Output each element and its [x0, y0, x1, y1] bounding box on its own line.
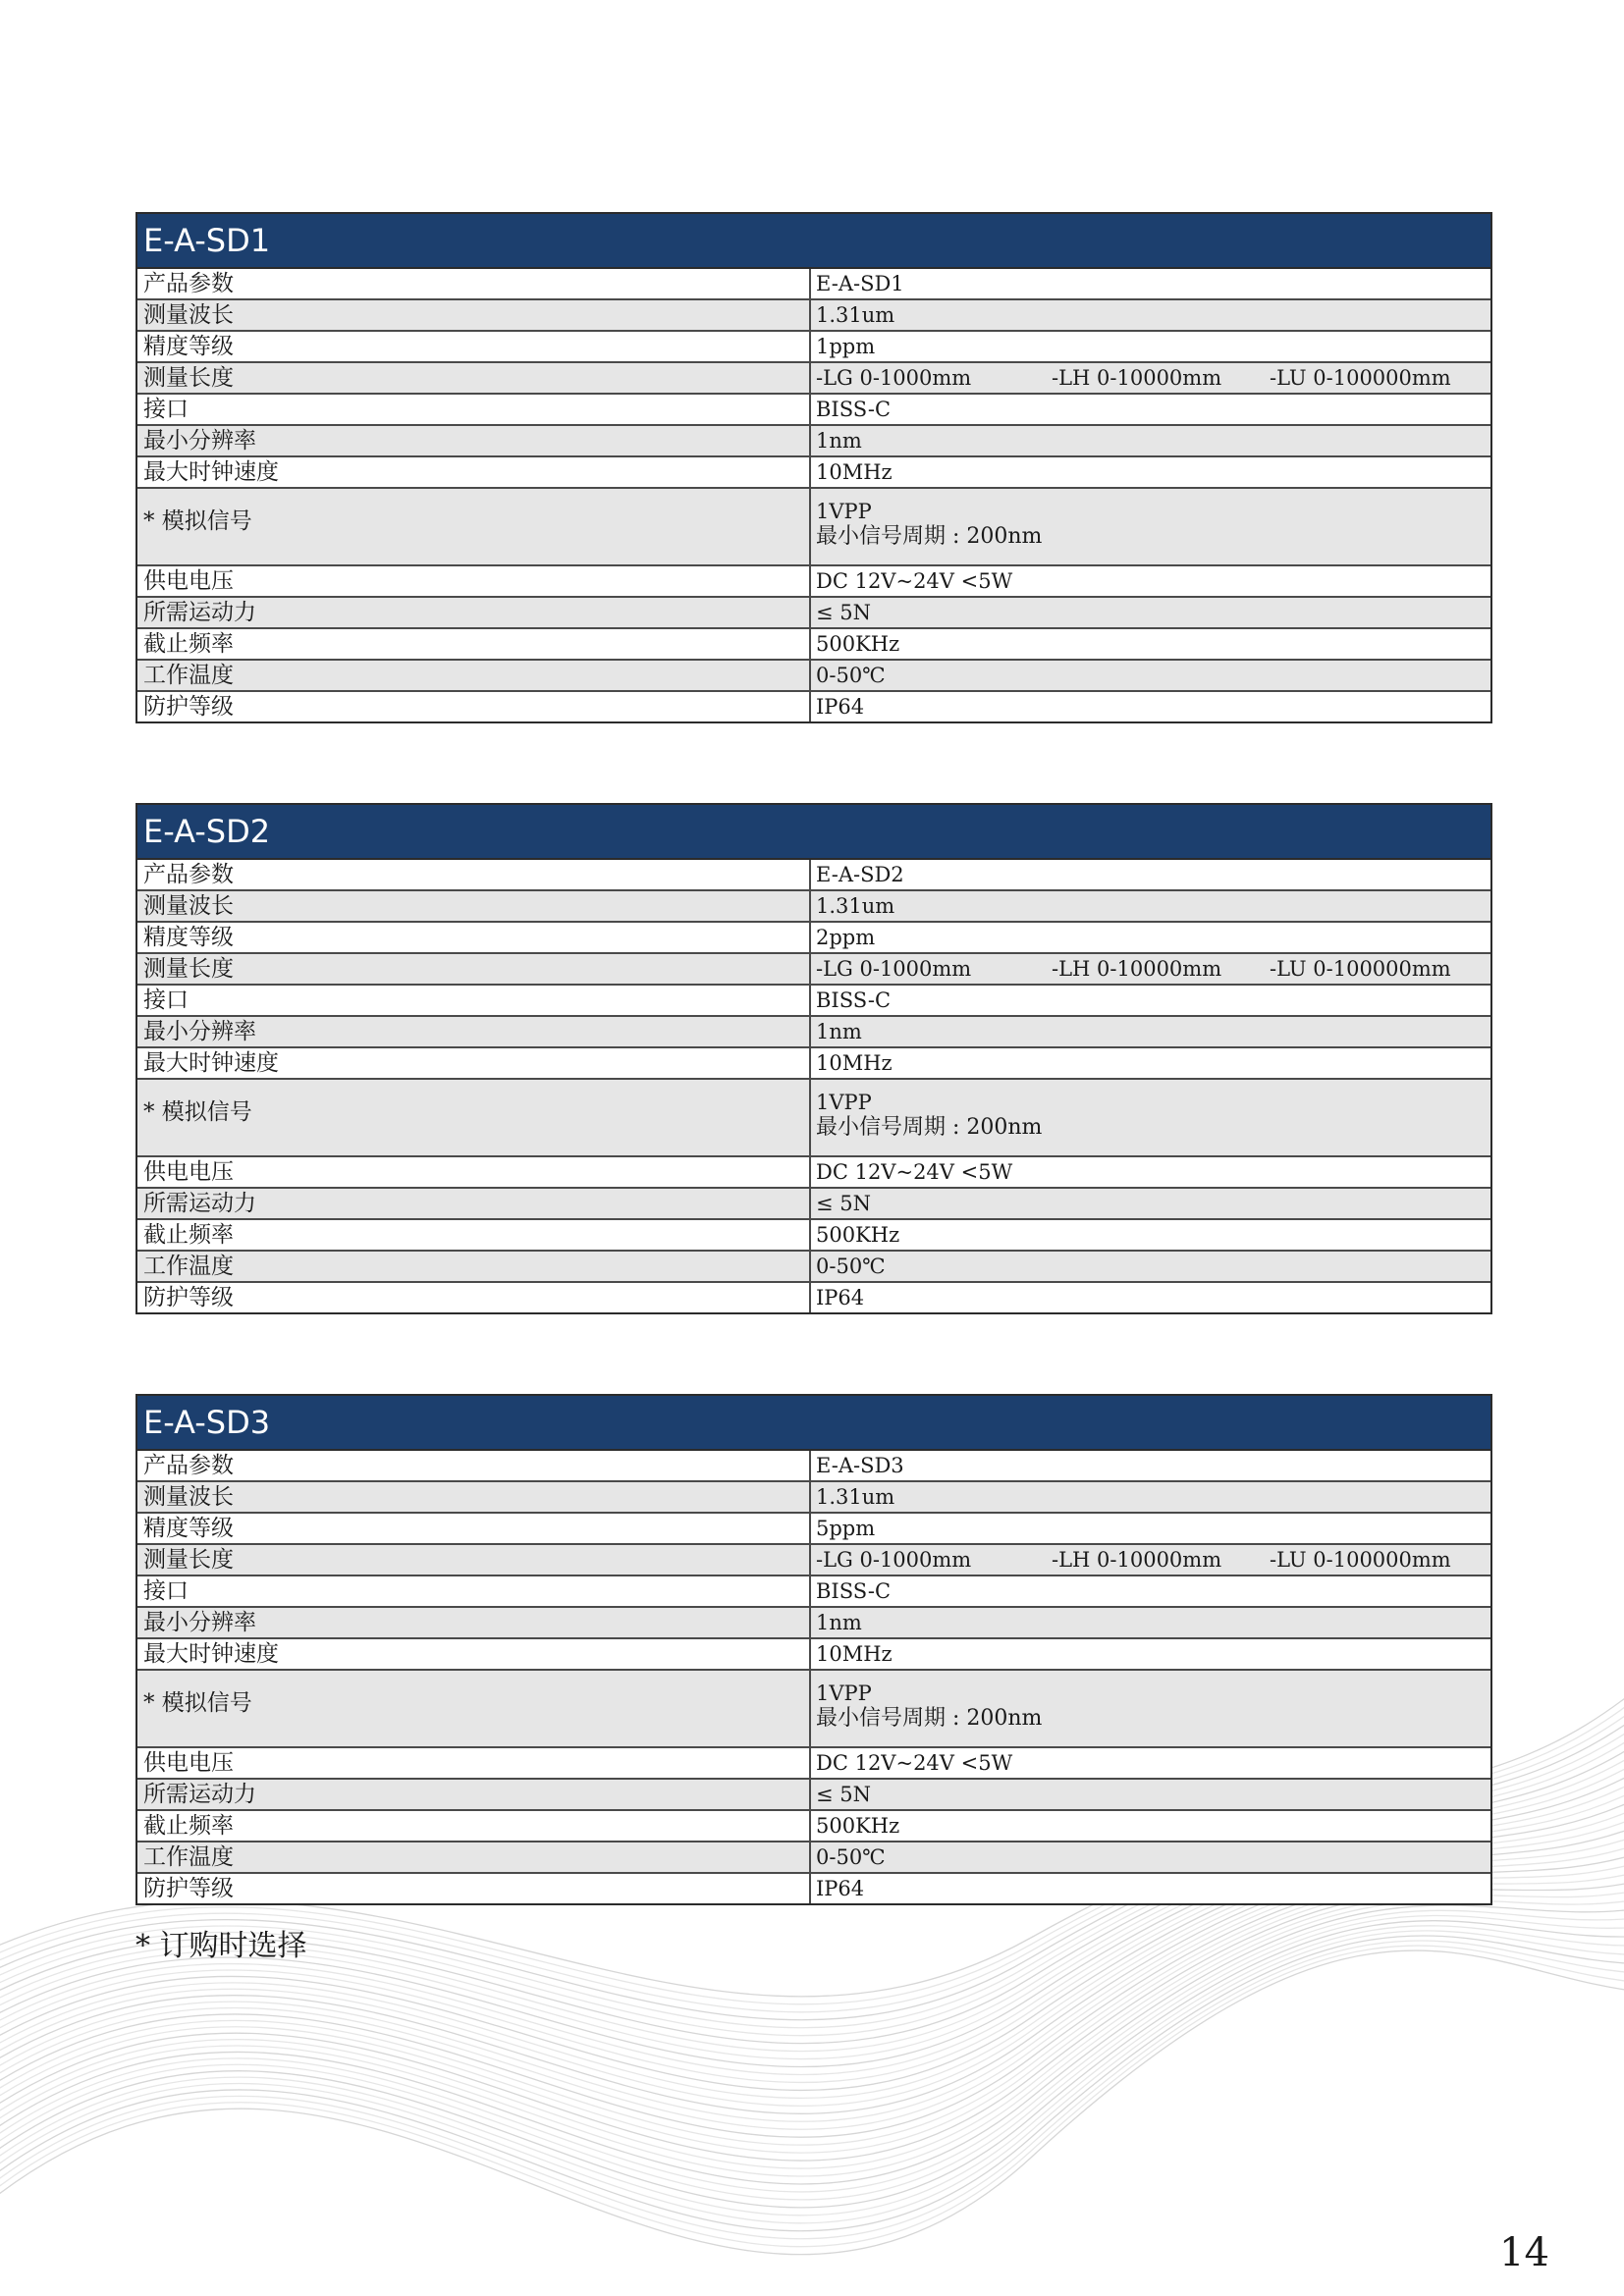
row-label: 测量波长 — [137, 1482, 811, 1512]
row-label: 供电电压 — [137, 1157, 811, 1187]
spec-table-sd3 — [135, 1394, 1492, 1905]
analog-period: 最小信号周期 : 200nm — [816, 1115, 1043, 1140]
table-title: E-A-SD3 — [137, 1396, 1490, 1451]
table-row — [137, 627, 1490, 659]
row-value: 1.31um — [816, 1485, 895, 1509]
row-value: 0-50℃ — [816, 1255, 886, 1278]
table-row — [137, 984, 1490, 1015]
length-option: -LG 0-1000mm — [816, 366, 972, 390]
table-row — [137, 1451, 1490, 1480]
row-label: 所需运动力 — [137, 1189, 811, 1218]
table-row — [137, 1155, 1490, 1187]
table-row — [137, 487, 1490, 564]
analog-period: 最小信号周期 : 200nm — [816, 524, 1043, 549]
row-label: 产品参数 — [137, 269, 811, 298]
table-row — [137, 921, 1490, 952]
row-label: 最大时钟速度 — [137, 1639, 811, 1669]
row-label: 接口 — [137, 1576, 811, 1606]
table-row — [137, 860, 1490, 889]
table-title: E-A-SD2 — [137, 805, 1490, 860]
table-row — [137, 1872, 1490, 1903]
row-value: BISS-C — [816, 988, 892, 1012]
table-row — [137, 659, 1490, 690]
row-value: DC 12V~24V <5W — [816, 1160, 1013, 1184]
row-label: 接口 — [137, 986, 811, 1015]
table-row — [137, 1746, 1490, 1778]
row-value: IP64 — [816, 1877, 865, 1900]
row-value: ≤ 5N — [816, 601, 872, 624]
row-label: * 模拟信号 — [137, 1080, 811, 1155]
row-value: 1.31um — [816, 894, 895, 918]
table-row — [137, 1015, 1490, 1046]
page-number: 14 — [1499, 2230, 1549, 2275]
length-option: -LG 0-1000mm — [816, 957, 972, 981]
table-row — [137, 1078, 1490, 1155]
length-option: -LH 0-10000mm — [1052, 366, 1222, 390]
row-value: 1nm — [816, 1611, 862, 1634]
row-label: 最小分辨率 — [137, 1608, 811, 1637]
table-row — [137, 1778, 1490, 1809]
row-value: 1nm — [816, 429, 862, 453]
row-value: 1.31um — [816, 303, 895, 327]
length-option: -LU 0-100000mm — [1270, 957, 1451, 981]
row-label: 工作温度 — [137, 661, 811, 690]
table-row — [137, 1187, 1490, 1218]
row-value: DC 12V~24V <5W — [816, 1751, 1013, 1775]
row-label: 所需运动力 — [137, 598, 811, 627]
row-value: BISS-C — [816, 398, 892, 421]
row-value: 5ppm — [816, 1517, 876, 1540]
analog-amplitude: 1VPP — [816, 1682, 872, 1705]
row-value-analog — [811, 1671, 1490, 1746]
row-label: 工作温度 — [137, 1252, 811, 1281]
row-label: 接口 — [137, 395, 811, 424]
table-row — [137, 952, 1490, 984]
wave-line — [0, 1869, 1624, 2153]
table-row — [137, 1281, 1490, 1312]
table-row — [137, 564, 1490, 596]
analog-period: 最小信号周期 : 200nm — [816, 1706, 1043, 1731]
row-label: 所需运动力 — [137, 1780, 811, 1809]
table-row — [137, 1637, 1490, 1669]
table-row — [137, 455, 1490, 487]
length-option: -LH 0-10000mm — [1052, 957, 1222, 981]
row-label: 测量长度 — [137, 1545, 811, 1575]
table-row — [137, 1512, 1490, 1543]
row-value: 500KHz — [816, 632, 900, 656]
table-row — [137, 361, 1490, 393]
row-value: DC 12V~24V <5W — [816, 569, 1013, 593]
table-row — [137, 330, 1490, 361]
spec-table-sd1 — [135, 212, 1492, 723]
row-label: 测量长度 — [137, 363, 811, 393]
row-value-length — [811, 954, 1490, 984]
row-value: 10MHz — [816, 460, 893, 484]
length-option: -LH 0-10000mm — [1052, 1548, 1222, 1572]
table-row — [137, 1046, 1490, 1078]
row-value: E-A-SD1 — [816, 272, 904, 295]
footnote: * 订购时选择 — [135, 1929, 307, 1963]
row-value-analog — [811, 1080, 1490, 1155]
row-label: 供电电压 — [137, 1748, 811, 1778]
row-value: 500KHz — [816, 1223, 900, 1247]
row-value: 1ppm — [816, 335, 876, 358]
length-option: -LU 0-100000mm — [1270, 366, 1451, 390]
row-label: * 模拟信号 — [137, 1671, 811, 1746]
row-value: BISS-C — [816, 1579, 892, 1603]
table-row — [137, 1606, 1490, 1637]
row-value-length — [811, 363, 1490, 393]
row-value: 2ppm — [816, 926, 876, 949]
row-label: 产品参数 — [137, 1451, 811, 1480]
row-label: 防护等级 — [137, 692, 811, 721]
row-label: 防护等级 — [137, 1874, 811, 1903]
analog-amplitude: 1VPP — [816, 500, 872, 523]
table-row — [137, 1480, 1490, 1512]
table-row — [137, 1250, 1490, 1281]
table-row — [137, 269, 1490, 298]
row-label: * 模拟信号 — [137, 489, 811, 564]
row-label: 最大时钟速度 — [137, 1048, 811, 1078]
length-option: -LG 0-1000mm — [816, 1548, 972, 1572]
row-value: 10MHz — [816, 1642, 893, 1666]
row-value: IP64 — [816, 695, 865, 719]
row-label: 工作温度 — [137, 1842, 811, 1872]
table-row — [137, 596, 1490, 627]
spec-table-sd2 — [135, 803, 1492, 1314]
row-label: 防护等级 — [137, 1283, 811, 1312]
row-value: ≤ 5N — [816, 1783, 872, 1806]
row-label: 最小分辨率 — [137, 426, 811, 455]
table-row — [137, 424, 1490, 455]
row-label: 精度等级 — [137, 1514, 811, 1543]
length-option: -LU 0-100000mm — [1270, 1548, 1451, 1572]
row-value: IP64 — [816, 1286, 865, 1309]
row-label: 精度等级 — [137, 332, 811, 361]
table-row — [137, 1218, 1490, 1250]
row-value: E-A-SD2 — [816, 863, 904, 886]
row-value-length — [811, 1545, 1490, 1575]
row-label: 测量波长 — [137, 891, 811, 921]
row-value: E-A-SD3 — [816, 1454, 904, 1477]
row-value: 0-50℃ — [816, 1845, 886, 1869]
table-row — [137, 690, 1490, 721]
row-label: 精度等级 — [137, 923, 811, 952]
row-value: 0-50℃ — [816, 664, 886, 687]
row-label: 测量波长 — [137, 300, 811, 330]
table-row — [137, 1809, 1490, 1841]
table-row — [137, 1575, 1490, 1606]
table-row — [137, 889, 1490, 921]
row-label: 截止频率 — [137, 1220, 811, 1250]
row-label: 产品参数 — [137, 860, 811, 889]
row-value: 1nm — [816, 1020, 862, 1043]
row-label: 最小分辨率 — [137, 1017, 811, 1046]
table-row — [137, 298, 1490, 330]
row-value: 500KHz — [816, 1814, 900, 1838]
table-row — [137, 1669, 1490, 1746]
row-label: 测量长度 — [137, 954, 811, 984]
table-title: E-A-SD1 — [137, 214, 1490, 269]
row-value-analog — [811, 489, 1490, 564]
row-label: 供电电压 — [137, 566, 811, 596]
table-row — [137, 393, 1490, 424]
row-label: 截止频率 — [137, 629, 811, 659]
analog-amplitude: 1VPP — [816, 1091, 872, 1114]
table-row — [137, 1543, 1490, 1575]
row-value: 10MHz — [816, 1051, 893, 1075]
row-value: ≤ 5N — [816, 1192, 872, 1215]
row-label: 最大时钟速度 — [137, 457, 811, 487]
table-row — [137, 1841, 1490, 1872]
row-label: 截止频率 — [137, 1811, 811, 1841]
